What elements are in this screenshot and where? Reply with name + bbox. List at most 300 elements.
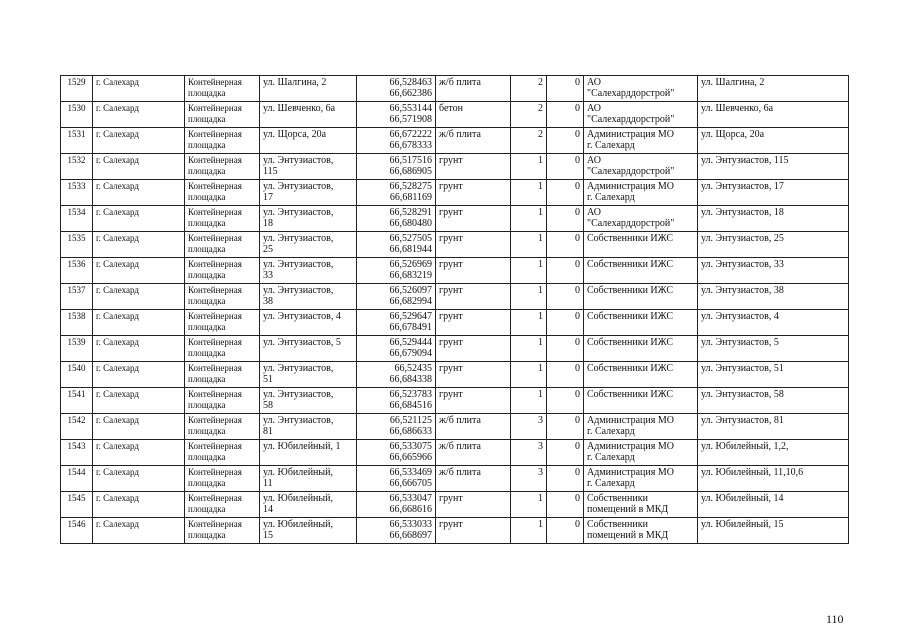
cell-site-type-line: площадка (188, 452, 226, 462)
cell-surface: ж/б плита (436, 414, 511, 440)
cell-coordinates-line: 66,529647 (389, 311, 432, 322)
cell-site-type (185, 492, 260, 518)
cell-site-type-line: площадка (188, 218, 226, 228)
cell-container-count: 1 (511, 154, 547, 180)
cell-extra-count: 0 (547, 128, 584, 154)
cell-site-type-line: Контейнерная (188, 77, 242, 87)
table-row (61, 102, 849, 128)
cell-site-type (185, 154, 260, 180)
cell-coordinates-line: 66,665966 (389, 452, 432, 463)
cell-extra-count: 0 (547, 466, 584, 492)
cell-owner (584, 362, 698, 388)
cell-city: г. Салехард (93, 154, 185, 180)
page-number: 110 (826, 612, 844, 626)
cell-container-count: 2 (511, 76, 547, 102)
table-row (61, 310, 849, 336)
cell-owner-line: Собственники ИЖС (587, 233, 674, 244)
table-row (61, 414, 849, 440)
cell-city: г. Салехард (93, 414, 185, 440)
table-row (61, 466, 849, 492)
table-row (61, 76, 849, 102)
cell-container-count: 2 (511, 102, 547, 128)
cell-coordinates (357, 284, 436, 310)
cell-source-address: ул. Энтузиастов, 4 (698, 310, 849, 336)
cell-owner-line: Администрация МО (587, 415, 674, 426)
cell-site-type-line: площадка (188, 114, 226, 124)
cell-address-line: ул. Юбилейный, (263, 519, 333, 530)
cell-number: 1539 (61, 336, 93, 362)
cell-site-type (185, 284, 260, 310)
cell-coordinates-line: 66,533033 (389, 519, 432, 530)
table-row (61, 154, 849, 180)
cell-coordinates (357, 154, 436, 180)
cell-address-line: ул. Юбилейный, (263, 493, 333, 504)
table-row (61, 336, 849, 362)
table-row (61, 388, 849, 414)
cell-owner-line: Администрация МО (587, 467, 674, 478)
cell-address-line: ул. Энтузиастов, (263, 233, 334, 244)
cell-surface: ж/б плита (436, 466, 511, 492)
cell-site-type-line: Контейнерная (188, 311, 242, 321)
cell-owner-line: г. Салехард (587, 426, 635, 437)
cell-coordinates-line: 66,52435 (394, 363, 432, 374)
cell-address-line: 81 (263, 426, 273, 437)
cell-coordinates-line: 66,684338 (389, 374, 432, 385)
cell-container-count: 2 (511, 128, 547, 154)
cell-number: 1542 (61, 414, 93, 440)
cell-coordinates-line: 66,526969 (389, 259, 432, 270)
cell-extra-count: 0 (547, 206, 584, 232)
cell-city: г. Салехард (93, 492, 185, 518)
cell-owner-line: "Салехарддорстрой" (587, 88, 675, 99)
cell-owner-line: Администрация МО (587, 129, 674, 140)
table-row (61, 128, 849, 154)
cell-extra-count: 0 (547, 258, 584, 284)
cell-site-type-line: Контейнерная (188, 337, 242, 347)
cell-owner (584, 206, 698, 232)
cell-container-count: 1 (511, 388, 547, 414)
cell-number: 1546 (61, 518, 93, 544)
cell-container-count: 1 (511, 310, 547, 336)
cell-address (260, 154, 357, 180)
cell-address (260, 336, 357, 362)
cell-site-type (185, 362, 260, 388)
cell-owner (584, 232, 698, 258)
cell-container-count: 1 (511, 258, 547, 284)
cell-container-count: 1 (511, 492, 547, 518)
cell-coordinates (357, 492, 436, 518)
cell-city: г. Салехард (93, 336, 185, 362)
cell-city: г. Салехард (93, 310, 185, 336)
cell-container-count: 1 (511, 518, 547, 544)
cell-site-type-line: площадка (188, 296, 226, 306)
cell-owner-line: г. Салехард (587, 192, 635, 203)
cell-number: 1543 (61, 440, 93, 466)
cell-coordinates (357, 466, 436, 492)
cell-site-type-line: площадка (188, 374, 226, 384)
cell-source-address: ул. Энтузиастов, 58 (698, 388, 849, 414)
cell-city: г. Салехард (93, 180, 185, 206)
cell-site-type-line: Контейнерная (188, 389, 242, 399)
cell-extra-count: 0 (547, 336, 584, 362)
cell-number: 1531 (61, 128, 93, 154)
cell-owner-line: "Салехарддорстрой" (587, 114, 675, 125)
cell-address (260, 284, 357, 310)
cell-owner (584, 310, 698, 336)
cell-coordinates (357, 518, 436, 544)
cell-owner (584, 414, 698, 440)
cell-city: г. Салехард (93, 258, 185, 284)
cell-owner (584, 154, 698, 180)
cell-address (260, 518, 357, 544)
cell-address-line: 17 (263, 192, 273, 203)
cell-surface: грунт (436, 310, 511, 336)
cell-city: г. Салехард (93, 440, 185, 466)
cell-surface: грунт (436, 154, 511, 180)
cell-site-type-line: площадка (188, 348, 226, 358)
cell-owner-line: "Салехарддорстрой" (587, 166, 675, 177)
table-row (61, 284, 849, 310)
cell-coordinates (357, 414, 436, 440)
cell-coordinates-line: 66,662386 (389, 88, 432, 99)
cell-city: г. Салехард (93, 284, 185, 310)
cell-address-line: ул. Шевченко, 6а (263, 103, 336, 114)
cell-coordinates-line: 66,533047 (389, 493, 432, 504)
cell-address-line: 51 (263, 374, 273, 385)
cell-owner-line: г. Салехард (587, 478, 635, 489)
cell-site-type-line: площадка (188, 244, 226, 254)
cell-site-type (185, 102, 260, 128)
cell-coordinates-line: 66,528275 (389, 181, 432, 192)
cell-owner (584, 76, 698, 102)
cell-owner (584, 466, 698, 492)
cell-owner-line: помещений в МКД (587, 504, 669, 515)
cell-site-type-line: площадка (188, 140, 226, 150)
cell-site-type (185, 206, 260, 232)
cell-source-address: ул. Шалгина, 2 (698, 76, 849, 102)
cell-address-line: ул. Энтузиастов, 5 (263, 337, 341, 348)
cell-owner-line: Собственники ИЖС (587, 363, 674, 374)
cell-surface: грунт (436, 518, 511, 544)
cell-coordinates (357, 362, 436, 388)
cell-city: г. Салехард (93, 362, 185, 388)
cell-site-type (185, 258, 260, 284)
cell-city: г. Салехард (93, 466, 185, 492)
cell-address-line: ул. Энтузиастов, (263, 363, 334, 374)
cell-address (260, 440, 357, 466)
cell-site-type-line: Контейнерная (188, 363, 242, 373)
table-row (61, 258, 849, 284)
cell-owner-line: "Салехарддорстрой" (587, 218, 675, 229)
cell-source-address: ул. Энтузиастов, 115 (698, 154, 849, 180)
cell-coordinates-line: 66,517516 (389, 155, 432, 166)
cell-container-count: 3 (511, 414, 547, 440)
cell-address (260, 206, 357, 232)
cell-extra-count: 0 (547, 518, 584, 544)
cell-number: 1540 (61, 362, 93, 388)
cell-site-type-line: площадка (188, 166, 226, 176)
cell-coordinates (357, 102, 436, 128)
cell-owner (584, 102, 698, 128)
cell-extra-count: 0 (547, 284, 584, 310)
cell-surface: грунт (436, 284, 511, 310)
cell-address-line: ул. Энтузиастов, (263, 155, 334, 166)
cell-address (260, 388, 357, 414)
cell-site-type-line: площадка (188, 478, 226, 488)
cell-city: г. Салехард (93, 102, 185, 128)
cell-site-type-line: Контейнерная (188, 207, 242, 217)
cell-source-address: ул. Энтузиастов, 25 (698, 232, 849, 258)
cell-source-address: ул. Энтузиастов, 38 (698, 284, 849, 310)
cell-source-address: ул. Энтузиастов, 81 (698, 414, 849, 440)
cell-site-type (185, 76, 260, 102)
cell-site-type-line: площадка (188, 400, 226, 410)
cell-site-type (185, 310, 260, 336)
cell-owner-line: АО (587, 77, 601, 88)
cell-site-type-line: площадка (188, 270, 226, 280)
cell-site-type (185, 232, 260, 258)
cell-coordinates-line: 66,668697 (389, 530, 432, 541)
cell-surface: грунт (436, 232, 511, 258)
cell-coordinates-line: 66,678333 (389, 140, 432, 151)
cell-extra-count: 0 (547, 388, 584, 414)
cell-address-line: 58 (263, 400, 273, 411)
cell-coordinates (357, 336, 436, 362)
cell-city: г. Салехард (93, 232, 185, 258)
table-row (61, 232, 849, 258)
cell-address-line: 11 (263, 478, 273, 489)
cell-site-type-line: Контейнерная (188, 467, 242, 477)
cell-site-type (185, 466, 260, 492)
cell-address (260, 232, 357, 258)
cell-site-type-line: Контейнерная (188, 285, 242, 295)
cell-site-type-line: Контейнерная (188, 233, 242, 243)
cell-site-type-line: Контейнерная (188, 181, 242, 191)
cell-city: г. Салехард (93, 76, 185, 102)
cell-surface: ж/б плита (436, 76, 511, 102)
table-row (61, 492, 849, 518)
cell-address-line: ул. Энтузиастов, 4 (263, 311, 341, 322)
cell-address-line: 14 (263, 504, 273, 515)
cell-source-address: ул. Энтузиастов, 17 (698, 180, 849, 206)
cell-number: 1535 (61, 232, 93, 258)
cell-owner (584, 128, 698, 154)
cell-surface: грунт (436, 206, 511, 232)
cell-coordinates-line: 66,528291 (389, 207, 432, 218)
cell-address (260, 492, 357, 518)
cell-coordinates (357, 440, 436, 466)
cell-coordinates-line: 66,681169 (389, 192, 432, 203)
cell-extra-count: 0 (547, 414, 584, 440)
cell-surface: ж/б плита (436, 440, 511, 466)
cell-extra-count: 0 (547, 232, 584, 258)
cell-site-type-line: Контейнерная (188, 519, 242, 529)
cell-owner (584, 258, 698, 284)
cell-site-type-line: Контейнерная (188, 103, 242, 113)
cell-address-line: ул. Юбилейный, (263, 467, 333, 478)
cell-coordinates-line: 66,686905 (389, 166, 432, 177)
cell-address-line: ул. Энтузиастов, (263, 415, 334, 426)
cell-source-address: ул. Юбилейный, 1,2, (698, 440, 849, 466)
cell-owner-line: Администрация МО (587, 441, 674, 452)
cell-site-type-line: площадка (188, 504, 226, 514)
cell-owner (584, 388, 698, 414)
cell-coordinates-line: 66,681944 (389, 244, 432, 255)
cell-container-count: 1 (511, 362, 547, 388)
cell-extra-count: 0 (547, 492, 584, 518)
cell-site-type-line: Контейнерная (188, 415, 242, 425)
cell-coordinates-line: 66,668616 (389, 504, 432, 515)
cell-site-type (185, 440, 260, 466)
cell-owner-line: Администрация МО (587, 181, 674, 192)
cell-site-type (185, 388, 260, 414)
cell-number: 1544 (61, 466, 93, 492)
cell-coordinates (357, 76, 436, 102)
cell-number: 1536 (61, 258, 93, 284)
cell-address (260, 102, 357, 128)
cell-coordinates-line: 66,672222 (389, 129, 432, 140)
cell-coordinates-line: 66,680480 (389, 218, 432, 229)
cell-address-line: 18 (263, 218, 273, 229)
cell-owner-line: помещений в МКД (587, 530, 669, 541)
cell-site-type-line: Контейнерная (188, 493, 242, 503)
cell-coordinates-line: 66,533075 (389, 441, 432, 452)
cell-site-type-line: площадка (188, 530, 226, 540)
cell-address (260, 180, 357, 206)
registry-table-body (61, 76, 849, 544)
cell-owner-line: Собственники ИЖС (587, 389, 674, 400)
cell-owner-line: АО (587, 207, 601, 218)
cell-owner (584, 440, 698, 466)
cell-extra-count: 0 (547, 310, 584, 336)
cell-container-count: 1 (511, 284, 547, 310)
cell-address-line: 33 (263, 270, 273, 281)
cell-container-count: 3 (511, 466, 547, 492)
cell-coordinates (357, 258, 436, 284)
cell-extra-count: 0 (547, 76, 584, 102)
cell-owner-line: г. Салехард (587, 452, 635, 463)
cell-container-count: 1 (511, 232, 547, 258)
table-row (61, 362, 849, 388)
cell-address (260, 466, 357, 492)
cell-coordinates-line: 66,684516 (389, 400, 432, 411)
cell-address (260, 258, 357, 284)
cell-site-type-line: Контейнерная (188, 441, 242, 451)
cell-coordinates-line: 66,683219 (389, 270, 432, 281)
cell-coordinates (357, 128, 436, 154)
cell-number: 1530 (61, 102, 93, 128)
cell-container-count: 1 (511, 180, 547, 206)
cell-container-count: 3 (511, 440, 547, 466)
cell-address-line: ул. Энтузиастов, (263, 285, 334, 296)
cell-city: г. Салехард (93, 206, 185, 232)
cell-surface: грунт (436, 180, 511, 206)
cell-site-type-line: площадка (188, 88, 226, 98)
cell-number: 1537 (61, 284, 93, 310)
cell-surface: грунт (436, 388, 511, 414)
cell-surface: грунт (436, 336, 511, 362)
cell-owner-line: Собственники (587, 493, 648, 504)
cell-coordinates-line: 66,553144 (389, 103, 432, 114)
cell-number: 1545 (61, 492, 93, 518)
cell-address-line: ул. Щорса, 20а (263, 129, 327, 140)
cell-address-line: 115 (263, 166, 278, 177)
cell-coordinates-line: 66,528463 (389, 77, 432, 88)
cell-address (260, 362, 357, 388)
cell-coordinates-line: 66,527505 (389, 233, 432, 244)
cell-site-type-line: Контейнерная (188, 155, 242, 165)
cell-extra-count: 0 (547, 180, 584, 206)
registry-table (60, 75, 849, 544)
cell-surface: грунт (436, 362, 511, 388)
cell-container-count: 1 (511, 336, 547, 362)
cell-coordinates-line: 66,678491 (389, 322, 432, 333)
cell-address-line: 15 (263, 530, 273, 541)
cell-owner (584, 284, 698, 310)
cell-container-count: 1 (511, 206, 547, 232)
cell-surface: грунт (436, 258, 511, 284)
cell-owner-line: АО (587, 103, 601, 114)
cell-site-type (185, 414, 260, 440)
cell-coordinates-line: 66,666705 (389, 478, 432, 489)
cell-city: г. Салехард (93, 388, 185, 414)
cell-coordinates-line: 66,523783 (389, 389, 432, 400)
cell-source-address: ул. Энтузиастов, 33 (698, 258, 849, 284)
table-row (61, 206, 849, 232)
cell-site-type-line: площадка (188, 192, 226, 202)
table-row (61, 180, 849, 206)
cell-owner-line: Собственники ИЖС (587, 337, 674, 348)
cell-owner (584, 518, 698, 544)
cell-address-line: ул. Шалгина, 2 (263, 77, 327, 88)
cell-coordinates (357, 180, 436, 206)
cell-site-type (185, 128, 260, 154)
cell-owner-line: Собственники (587, 519, 648, 530)
cell-address-line: 38 (263, 296, 273, 307)
cell-address-line: ул. Юбилейный, 1 (263, 441, 341, 452)
cell-site-type (185, 336, 260, 362)
cell-number: 1538 (61, 310, 93, 336)
cell-source-address: ул. Юбилейный, 15 (698, 518, 849, 544)
cell-owner (584, 180, 698, 206)
cell-address (260, 310, 357, 336)
cell-site-type-line: площадка (188, 322, 226, 332)
cell-city: г. Салехард (93, 518, 185, 544)
cell-extra-count: 0 (547, 102, 584, 128)
cell-site-type-line: площадка (188, 426, 226, 436)
cell-coordinates-line: 66,686633 (389, 426, 432, 437)
cell-site-type (185, 180, 260, 206)
cell-coordinates (357, 206, 436, 232)
cell-address (260, 414, 357, 440)
cell-source-address: ул. Энтузиастов, 5 (698, 336, 849, 362)
cell-extra-count: 0 (547, 154, 584, 180)
cell-source-address: ул. Юбилейный, 14 (698, 492, 849, 518)
cell-address (260, 128, 357, 154)
cell-owner-line: Собственники ИЖС (587, 285, 674, 296)
cell-number: 1532 (61, 154, 93, 180)
cell-address-line: ул. Энтузиастов, (263, 181, 334, 192)
table-row (61, 518, 849, 544)
cell-address-line: ул. Энтузиастов, (263, 259, 334, 270)
cell-number: 1529 (61, 76, 93, 102)
cell-number: 1533 (61, 180, 93, 206)
cell-coordinates (357, 388, 436, 414)
cell-owner-line: Собственники ИЖС (587, 311, 674, 322)
cell-owner-line: Собственники ИЖС (587, 259, 674, 270)
cell-site-type-line: Контейнерная (188, 259, 242, 269)
cell-extra-count: 0 (547, 440, 584, 466)
